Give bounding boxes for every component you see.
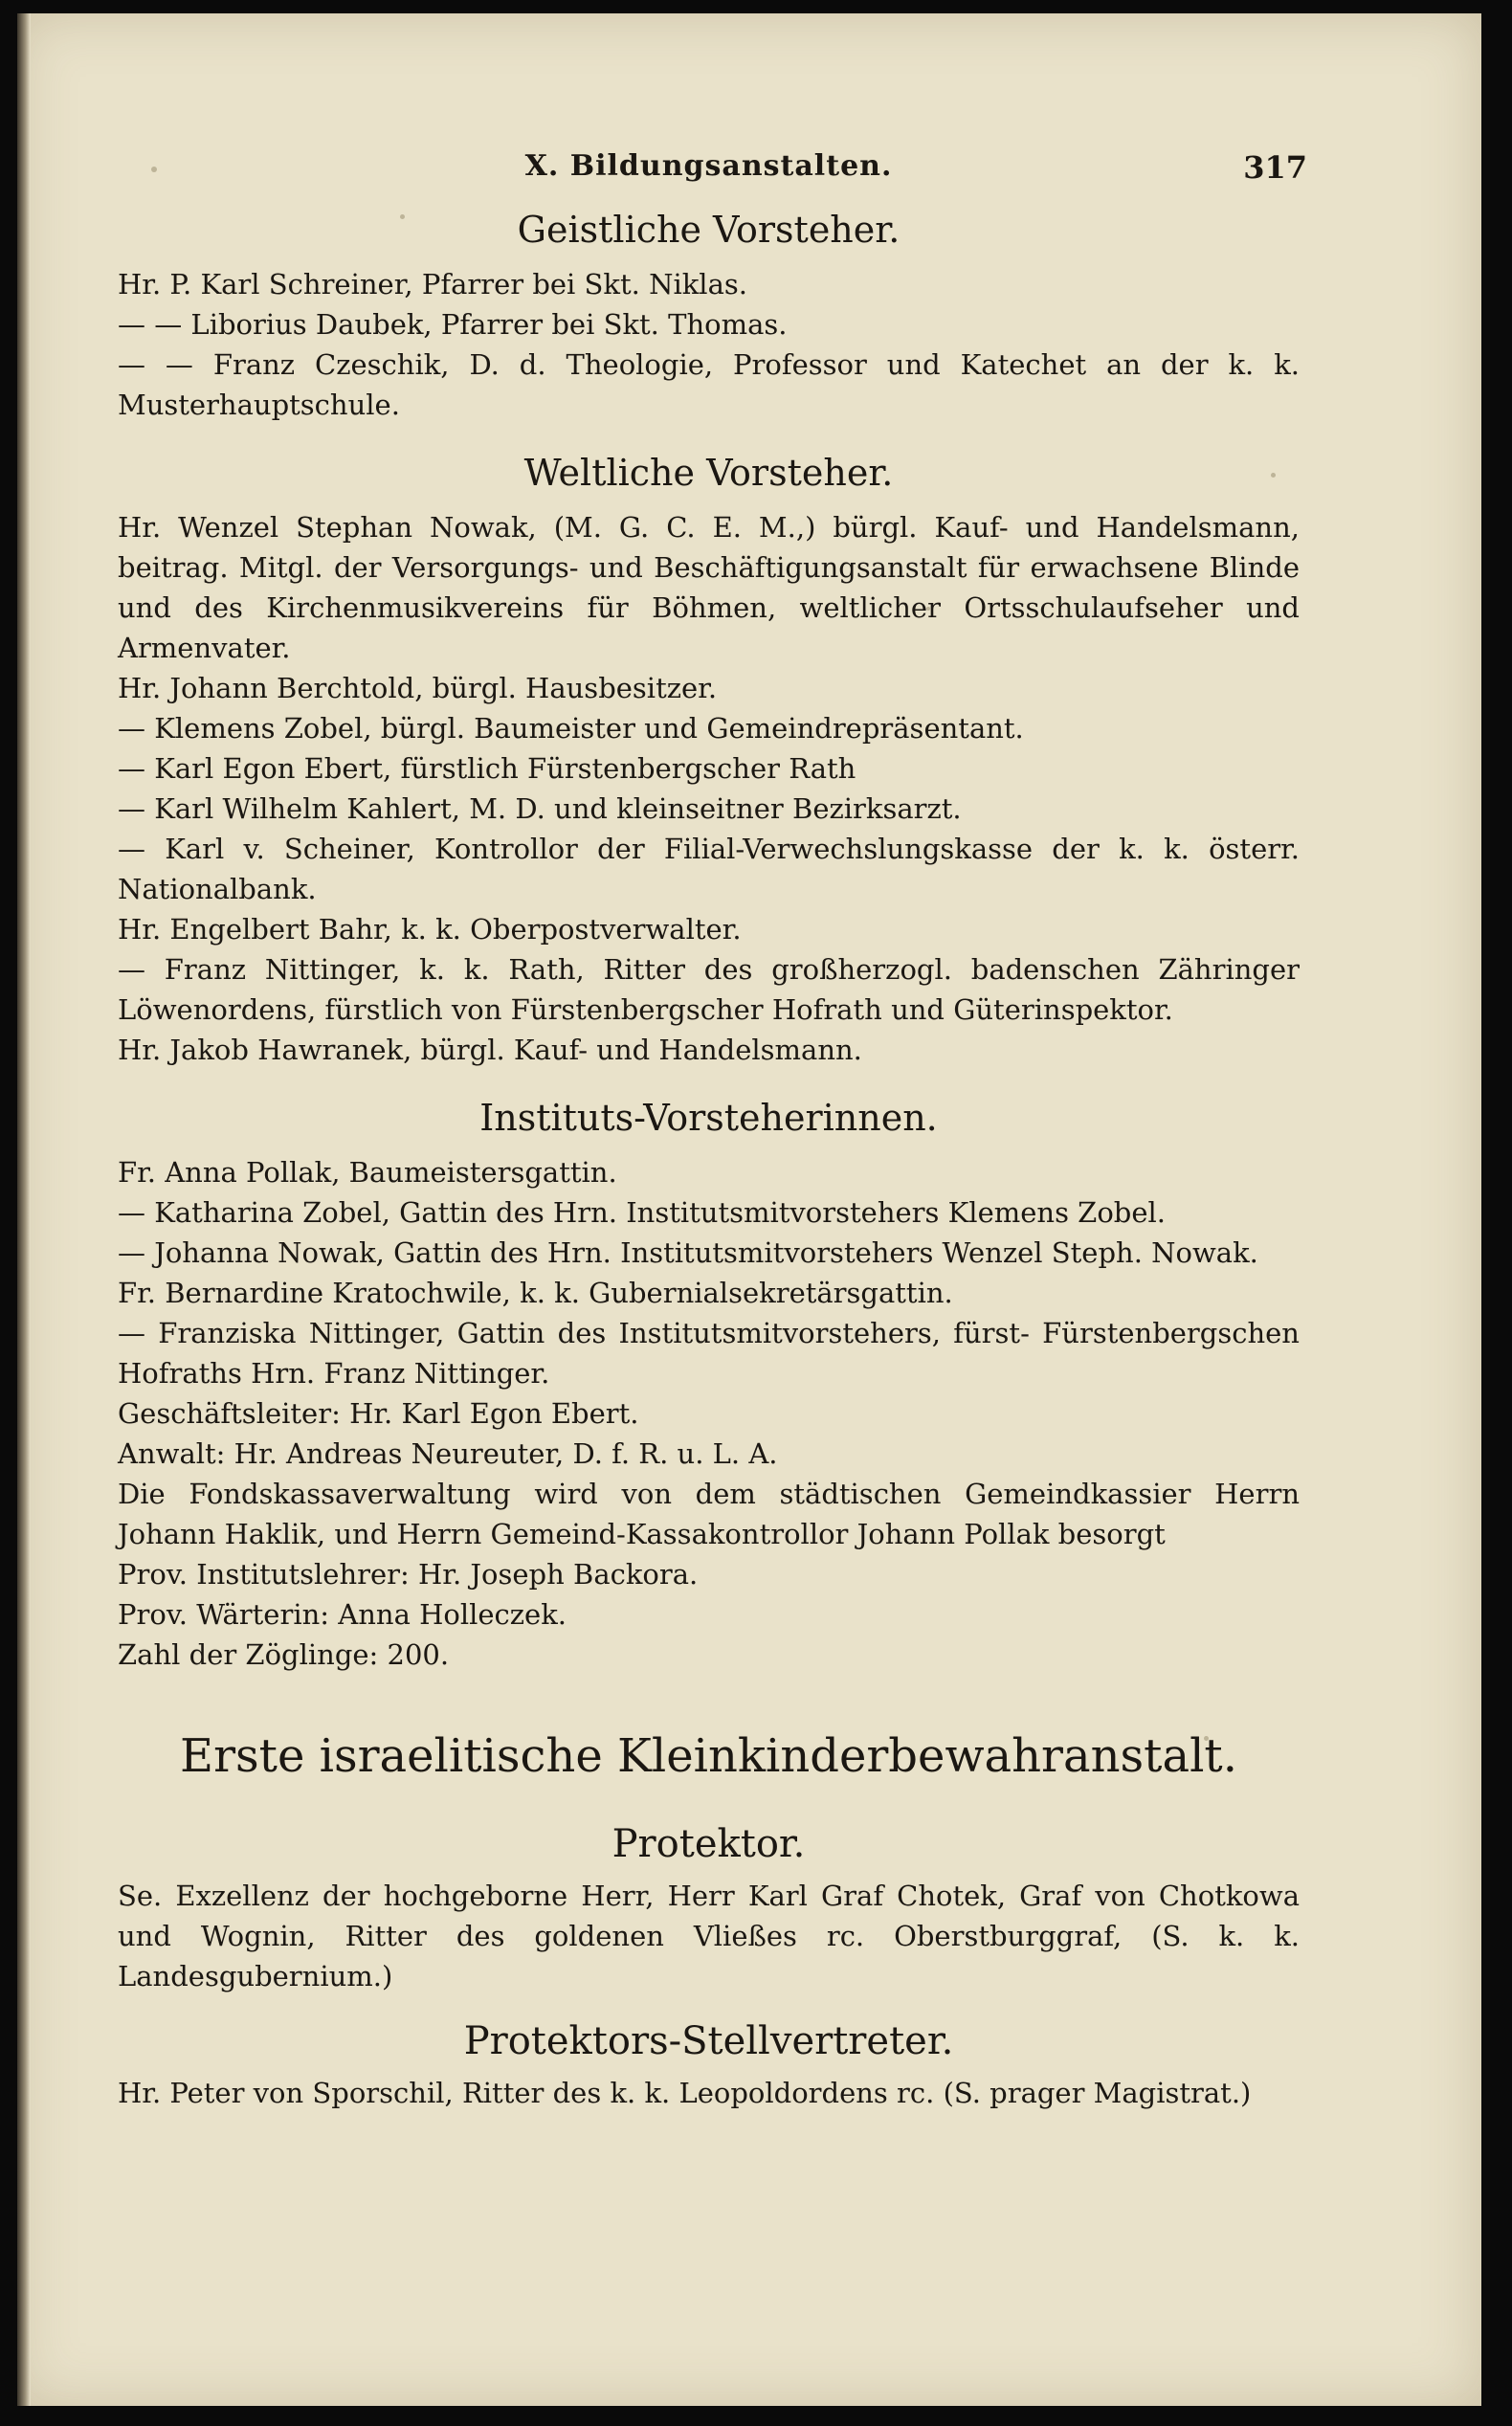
section-heading: Geistliche Vorsteher. <box>517 209 901 251</box>
entry: — Klemens Zobel, bürgl. Baumeister und Gemeindrepräsentant. <box>118 712 1024 745</box>
entry: Die Fondskassaverwaltung wird von dem städtischen Gemeindkassier Herrn Johann Haklik, und Herrn Gemeind-Kassakontrollor Johann Pollak besorgt <box>118 1478 1300 1550</box>
entry: Geschäftsleiter: Hr. Karl Egon Ebert. <box>118 1397 639 1430</box>
page-content <box>118 138 1307 2126</box>
section-protektors-stellvertreter <box>118 2010 1300 2113</box>
entry: Anwalt: Hr. Andreas Neureuter, D. f. R. u. L. A. <box>118 1437 778 1470</box>
entry: — Johanna Nowak, Gattin des Hrn. Institutsmitvorstehers Wenzel Steph. Nowak. <box>118 1236 1258 1269</box>
entry: — Katharina Zobel, Gattin des Hrn. Institutsmitvorstehers Klemens Zobel. <box>118 1196 1167 1229</box>
entry: Fr. Bernardine Kratochwile, k. k. Gubernialsekretärsgattin. <box>118 1277 953 1309</box>
section-israelitische-kleinkinderbewahranstalt <box>118 1713 1300 1799</box>
page-spine-shadow <box>17 13 31 2406</box>
institution-heading: Erste israelitische Kleinkinderbewahranstalt. <box>180 1729 1237 1783</box>
section-heading: Instituts-Vorsteherinnen. <box>479 1097 938 1139</box>
entry: Prov. Wärterin: Anna Holleczek. <box>118 1598 567 1631</box>
entry: Hr. Engelbert Bahr, k. k. Oberpostverwalter. <box>118 913 742 946</box>
entry: — Karl v. Scheiner, Kontrollor der Filial-Verwechslungskasse der k. k. österr. Nationalbank. <box>118 833 1300 905</box>
entry: Fr. Anna Pollak, Baumeistersgattin. <box>118 1156 617 1189</box>
entry: Prov. Institutslehrer: Hr. Joseph Backora. <box>118 1558 699 1591</box>
entry: Hr. Jakob Hawranek, bürgl. Kauf- und Handelsmann. <box>118 1034 862 1066</box>
entry: Hr. Johann Berchtold, bürgl. Hausbesitzer. <box>118 672 718 704</box>
entry: Hr. P. Karl Schreiner, Pfarrer bei Skt. Niklas. <box>118 268 747 300</box>
page-number: 317 <box>1243 149 1307 186</box>
section-instituts-vorsteherinnen <box>118 1083 1300 1675</box>
entry: — Karl Egon Ebert, fürstlich Fürstenbergscher Rath <box>118 752 856 785</box>
chapter-title: X. Bildungsanstalten. <box>524 149 893 183</box>
entry: Hr. Peter von Sporschil, Ritter des k. k. Leopoldordens rc. (S. prager Magistrat.) <box>118 2077 1252 2109</box>
running-head <box>118 138 1307 195</box>
entry: Zahl der Zöglinge: 200. <box>118 1638 450 1671</box>
section-heading: Protektor. <box>611 1822 806 1866</box>
entry: — — Liborius Daubek, Pfarrer bei Skt. Thomas. <box>118 308 788 341</box>
entry: — Franz Nittinger, k. k. Rath, Ritter des großherzogl. badenschen Zähringer Löwenordens, fürstlich von Fürstenbergscher Hofrath und Güterinspektor. <box>118 953 1300 1026</box>
book-page <box>17 13 1481 2406</box>
entry: — — Franz Czeschik, D. d. Theologie, Professor und Katechet an der k. k. Musterhauptschule. <box>118 348 1300 421</box>
entry: — Franziska Nittinger, Gattin des Institutsmitvorstehers, fürst- Fürstenbergschen Hofraths Hrn. Franz Nittinger. <box>118 1317 1300 1390</box>
entry: Se. Exzellenz der hochgeborne Herr, Herr Karl Graf Chotek, Graf von Chotkowa und Wognin, Ritter des goldenen Vließes rc. Oberstburggraf, (S. k. k. Landesgubernium.) <box>118 1880 1300 1992</box>
entry: Hr. Wenzel Stephan Nowak, (M. G. C. E. M.,) bürgl. Kauf- und Handelsmann, beitrag. Mitgl. der Versorgungs- und Beschäftigungsanstalt für erwachsene Blinde und des Kirchenmusikvereins für Böhmen, weltlicher Ortsschulaufseher und Armenvater. <box>118 511 1300 664</box>
section-geistliche-vorsteher <box>118 195 1300 425</box>
entry: — Karl Wilhelm Kahlert, M. D. und kleinseitner Bezirksarzt. <box>118 792 962 825</box>
section-weltliche-vorsteher <box>118 438 1300 1070</box>
section-protektor <box>118 1813 1300 1996</box>
section-heading: Protektors-Stellvertreter. <box>463 2019 954 2063</box>
section-heading: Weltliche Vorsteher. <box>523 452 894 494</box>
